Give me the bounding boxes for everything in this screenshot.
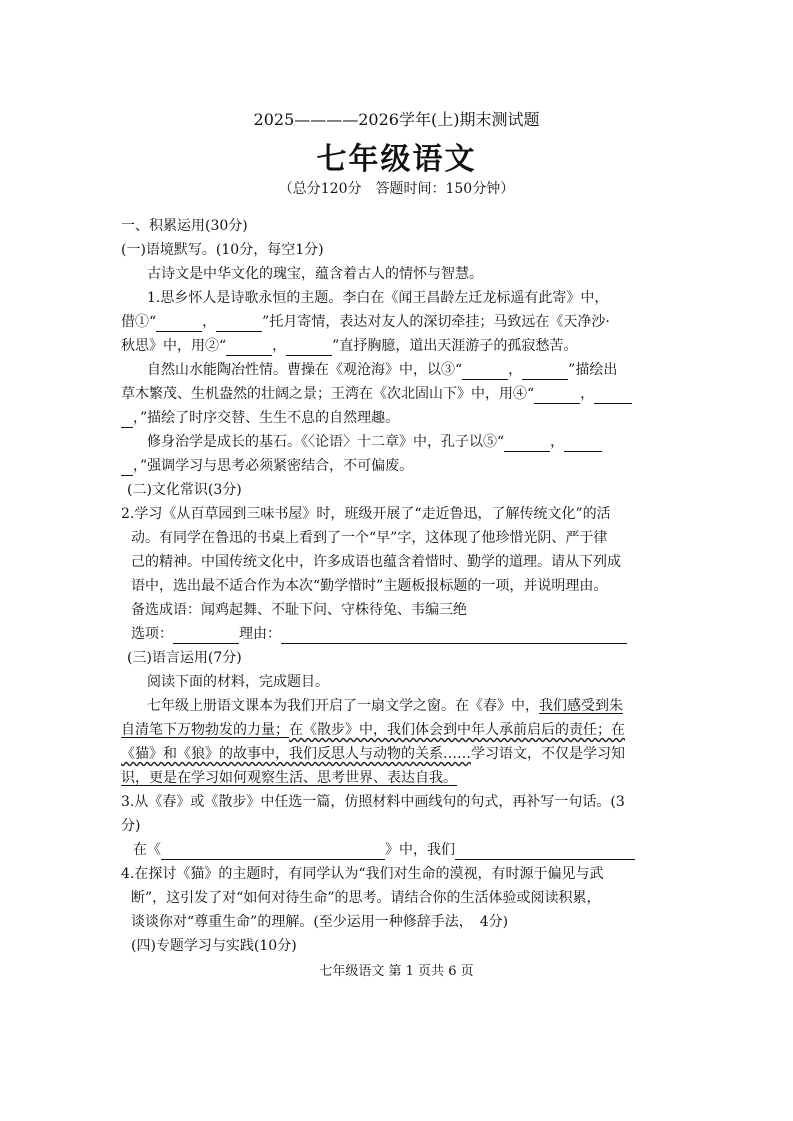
blank-1a[interactable] [156,315,202,332]
blank-4b[interactable] [594,387,632,404]
q1-c2: ， [272,338,287,354]
p2-line-a [147,360,617,380]
q3-blank-sentence[interactable] [455,843,635,860]
q2-line-3: 己的精神。中国传统文化中，许多成语也蕴含着惜时、勤学的道理。请从下列成 [131,554,621,570]
reason-blank[interactable] [281,627,627,644]
p2-line-b [121,384,632,404]
choice-blank[interactable] [173,627,239,644]
q1-line-b [121,312,610,332]
material-line-4 [121,768,457,788]
blank-4b-cont[interactable] [121,411,133,428]
m3-a: 《猫》和《狼》的故事中， [121,746,289,762]
q4-line-2: 断”，这引发了对“如何对待生命”的思考。请结合你的生活体验或阅读积累， [131,890,601,906]
m2-c: 在 [611,722,625,738]
material-line-2 [121,720,625,740]
q2-line-2: 动。有同学在鲁迅的书桌上看到了一个“早”字，这体现了他珍惜光阴、严于律 [131,530,608,546]
p3-b1: ，”强调学习与思考必须紧密结合，不可偏废。 [133,458,414,474]
q3-line-2: 分) [121,818,141,834]
p2-a3: ”描绘出 [568,362,618,378]
q2-options: 备选成语：闻鸡起舞、不耻下问、守株待兔、韦编三绝 [131,602,467,618]
q4-line-3: 谈谈你对“尊重生命”的理解。(至少运用一种修辞手法， 4分) [131,914,509,930]
p3-a1: 修身治学是成长的基石。《〈论语〉十二章》中，孔子以⑤“ [147,434,505,450]
q3-blank-title[interactable] [161,843,385,860]
q1-c3: ”直抒胸臆，道出天涯游子的孤寂愁苦。 [332,338,578,354]
blank-2b[interactable] [286,339,332,356]
p2-b2: ， [580,386,595,402]
q1-line-a: 1.思乡怀人是诗歌永恒的主题。李白在《闻王昌龄左迁龙标遥有此寄》中， [147,290,609,306]
part3-instruction: 阅读下面的材料，完成题目。 [147,674,329,690]
blank-3a[interactable] [462,363,508,380]
subject-title: 七年级语文 [316,142,477,177]
m2-a: 自清笔下万物勃发的力量； [121,722,289,738]
q1-b2: ， [202,314,217,330]
p3-a2: ， [550,434,565,450]
blank-5a[interactable] [504,435,550,452]
reason-label: 理由： [239,626,281,642]
blank-5b[interactable] [564,435,602,452]
m1-b: 我们感受到朱 [539,698,623,714]
part2-heading: (二)文化常识(3分) [127,482,242,498]
q3-fill-b: 》中，我们 [385,842,455,858]
material-line-1 [147,696,623,716]
m3-b: 我们反思人与动物的关系…… [289,746,471,762]
section-heading: 一、积累运用(30分) [121,218,248,234]
p2-b1: 草木繁茂、生机盎然的壮阔之景；王湾在《次北固山下》中，用④“ [121,386,535,402]
p3-line-b [121,456,413,476]
q3-fill-line [133,840,635,860]
part1-intro: 古诗文是中华文化的瑰宝，蕴含着古人的情怀与智慧。 [147,266,483,282]
q3-fill-a: 在《 [133,842,161,858]
q4-line-1: 4.在探讨《猫》的主题时，有同学认为“我们对生命的漠视，有时源于偏见与武 [121,866,604,882]
exam-meta: （总分120分 答题时间：150分钟） [278,181,515,197]
m1-a: 七年级上册语文课本为我们开启了一扇文学之窗。在《春》中， [147,698,539,714]
p2-line-c [121,408,399,428]
q2-line-1: 2.学习《从百草园到三味书屋》时，班级开展了“走近鲁迅，了解传统文化”的活 [121,506,611,522]
m2-b: 在《散步》中，我们体会到中年人承前启后的责任； [289,722,611,738]
blank-5b-cont[interactable] [121,459,133,476]
m4: 识，更是在学习如何观察生活、思考世界、表达自我。 [121,770,457,786]
blank-2a[interactable] [226,339,272,356]
part4-heading: (四)专题学习与实践(10分) [131,938,297,954]
q1-b3: ”托月寄情，表达对友人的深切牵挂；马致远在《天净沙· [262,314,610,330]
p2-c1: ，”描绘了时序交替、生生不息的自然理趣。 [133,410,400,426]
q3-line-1: 3.从《春》或《散步》中任选一篇，仿照材料中画线句的句式，再补写一句话。(3 [121,794,625,810]
blank-4a[interactable] [534,387,580,404]
q1-line-c [121,336,577,356]
q1-b1: 借①“ [121,314,157,330]
part1-heading: (一)语境默写。(10分，每空1分) [121,242,324,258]
q2-line-4: 语中，选出最不适合作为本次“勤学惜时”主题板报标题的一项，并说明理由。 [131,578,608,594]
part3-heading: (三)语言运用(7分) [127,650,242,666]
blank-3b[interactable] [522,363,568,380]
q1-c1: 秋思》中，用②“ [121,338,227,354]
p2-a2: ， [508,362,523,378]
material-line-3 [121,744,625,764]
exam-title: 2025————2026学年(上)期末测试题 [253,110,540,129]
blank-1b[interactable] [216,315,262,332]
p3-line-a [147,432,602,452]
p2-a1: 自然山水能陶冶性情。曹操在《观沧海》中，以③“ [147,362,463,378]
q2-answer-line [131,624,627,644]
m3-c: 学习语文，不仅是学习知 [471,746,625,762]
page-footer: 七年级语文 第 1 页共 6 页 [319,964,474,979]
choice-label: 选项： [131,626,173,642]
